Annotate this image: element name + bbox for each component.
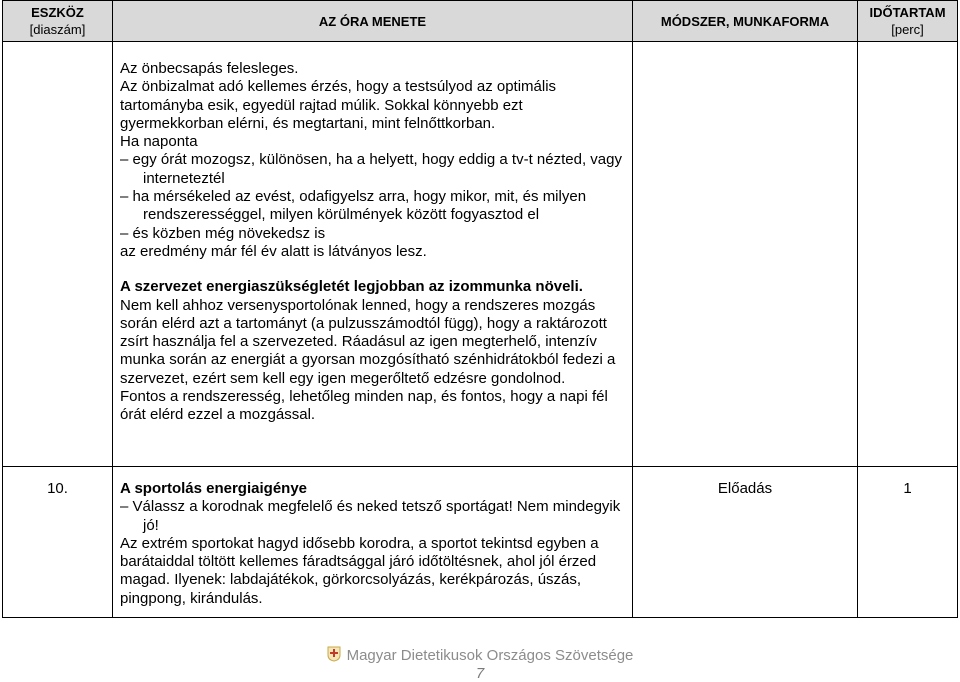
row1-text-2: Az önbizalmat adó kellemes érzés, hogy a testsúlyod az optimális tartományba esik, egyedül rajtad múlik. Sokkal könnyebb ezt gyermekkorban elérni, és megtartani, mint felnőttkorban.	[120, 78, 557, 132]
header-tool-title: ESZKÖZ	[31, 5, 84, 20]
row2-method-cell	[633, 467, 858, 618]
row1-method-cell	[633, 42, 858, 467]
row2-number: 10.	[47, 480, 68, 497]
page-footer	[0, 646, 960, 664]
header-duration-title: IDŐTARTAM	[869, 5, 946, 20]
row1-text-6: Fontos a rendszeresség, lehetőleg minden nap, és fontos, hogy a napi fél órát elérd ezzel a mozgással.	[120, 388, 608, 424]
row1-heading: A szervezet energiaszükségletét legjobban az izommunka növeli.	[120, 278, 583, 296]
row2-text-1: Az extrém sportokat hagyd idősebb korodra, a sportot tekintsd egyben a barátaiddal töltött kellemes fáradtsággal járó időtöltésnek, ahol jól érzed magad. Ilyenek: labdajátékok, görkorcsolyázás, kerékpározás, úszás, pingpong, kirándulás.	[120, 534, 599, 607]
row1-tool-cell	[3, 42, 113, 467]
row2-title: A sportolás energiaigénye	[120, 480, 308, 497]
footer-organization: Magyar Dietetikusok Országos Szövetsége	[346, 647, 634, 664]
header-tool	[3, 1, 113, 42]
header-duration-sub: [perc]	[891, 22, 924, 37]
row1-dash-3: – és közben még növekedsz is	[120, 224, 326, 242]
row2-method: Előadás	[717, 480, 773, 497]
lesson-plan-table	[2, 0, 958, 618]
row2-duration-cell	[858, 467, 958, 618]
row2-content-cell	[113, 467, 633, 618]
header-duration	[858, 1, 958, 42]
page-number: 7	[475, 665, 485, 682]
row1-text-1: Az önbecsapás felesleges.	[120, 60, 299, 77]
header-tool-sub: [diaszám]	[29, 22, 86, 37]
mdosz-logo-icon	[327, 646, 341, 662]
row2-dash-1: – Válassz a korodnak megfelelő és neked tetsző sportágat! Nem mindegyik jó!	[120, 498, 621, 534]
table-row	[3, 42, 958, 467]
header-method: MÓDSZER, MUNKAFORMA	[633, 1, 858, 42]
row1-text-5: Nem kell ahhoz versenysportolónak lenned, hogy a rendszeres mozgás során elérd azt a tartományt (a pulzusszámodtól függ), hogy a raktározott zsírt használja fel a szervezeted. Ráadásul az igen megterhelő, intenzív munka során az energiát a gyorsan mozgósítható szénhidrátokból fedezi a szervezet, ezért sem kell egy igen megerőltető edzésre gondolnod.	[120, 296, 616, 387]
row1-duration-cell	[858, 42, 958, 467]
row1-text-3: Ha naponta	[120, 133, 198, 151]
row1-dash-1: – egy órát mozogsz, különösen, ha a helyett, hogy eddig a tv-t nézted, vagy interneteztél	[120, 151, 622, 187]
row1-text-4: az eredmény már fél év alatt is látványos lesz.	[120, 242, 427, 260]
row2-duration: 1	[903, 480, 912, 497]
row1-dash-2: – ha mérsékeled az evést, odafigyelsz arra, hogy mikor, mit, és milyen rendszerességgel, milyen körülmények között fogyasztod el	[120, 188, 587, 224]
row1-content-cell	[113, 42, 633, 467]
row2-number-cell	[3, 467, 113, 618]
table-header-row	[3, 1, 958, 42]
table-row	[3, 467, 958, 618]
header-lesson-flow: AZ ÓRA MENETE	[113, 1, 633, 42]
